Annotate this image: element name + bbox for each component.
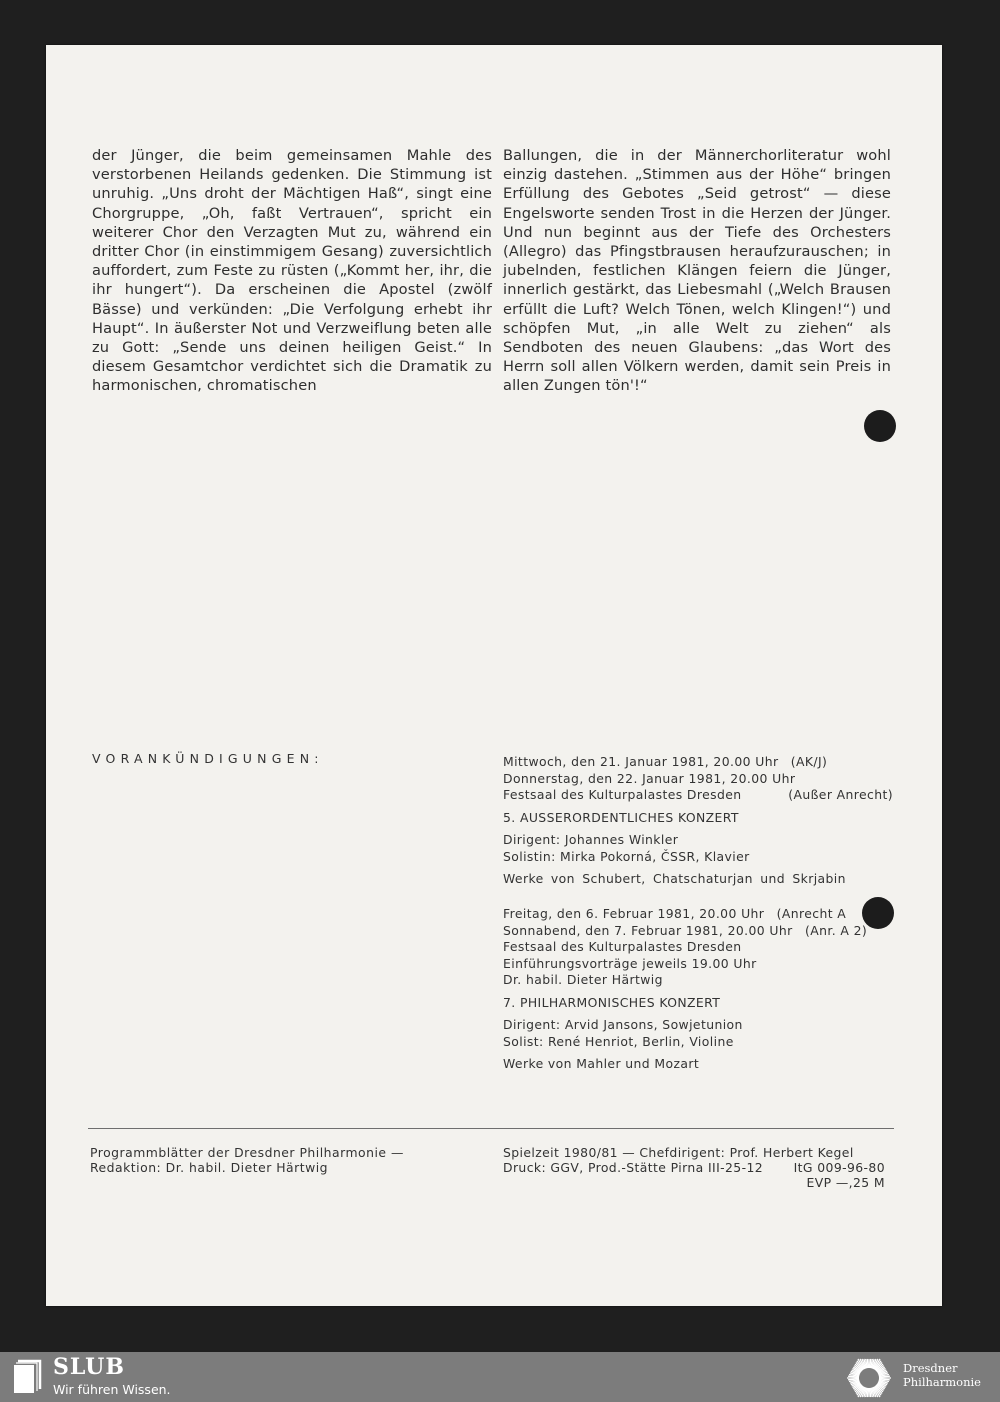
concert2-date2: Sonnabend, den 7. Februar 1981, 20.00 Uhr <box>503 922 793 938</box>
logo-ray <box>867 1359 868 1368</box>
concert2-date1-row <box>503 906 893 923</box>
sunburst-logo-icon[interactable] <box>842 1354 896 1402</box>
punch-hole <box>864 410 896 442</box>
concert1-venue-row <box>503 787 893 804</box>
divider-line <box>88 1128 894 1129</box>
imprint-itg: ItG 009-96-80 <box>793 1160 885 1175</box>
concert1-date1: Mittwoch, den 21. Januar 1981, 20.00 Uhr <box>503 754 779 769</box>
imprint-editor: Redaktion: Dr. habil. Dieter Härtwig <box>90 1160 329 1175</box>
concert1-works: Werke von Schubert, Chatschaturjan und Skrjabin <box>503 871 846 886</box>
footer-band <box>0 1352 1000 1402</box>
philharmonie-line2: Philharmonie <box>903 1375 981 1389</box>
concert2-works: Werke von Mahler und Mozart <box>503 1056 700 1071</box>
concert1-title: 5. AUSSERORDENTLICHES KONZERT <box>503 809 739 825</box>
imprint-left <box>90 1145 404 1175</box>
concert2-date1: Freitag, den 6. Februar 1981, 20.00 Uhr <box>503 906 765 921</box>
concert1-conductor: Dirigent: Johannes Winkler <box>503 832 679 847</box>
slub-tagline: Wir führen Wissen. <box>53 1382 171 1397</box>
book-pages-icon <box>12 1359 42 1395</box>
concert1-date2: Donnerstag, den 22. Januar 1981, 20.00 Uhr <box>503 770 796 786</box>
imprint-season: Spielzeit 1980/81 — Chefdirigent: Prof. Herbert Kegel <box>503 1145 854 1160</box>
concert2-conductor: Dirigent: Arvid Jansons, Sowjetunion <box>503 1017 743 1032</box>
article-left-column <box>92 146 492 396</box>
announcement-concert-1 <box>503 754 893 888</box>
slub-logo-text[interactable]: SLUB <box>53 1354 125 1380</box>
concert2-venue: Festsaal des Kulturpalastes Dresden <box>503 939 742 954</box>
philharmonie-logo-text[interactable] <box>903 1361 981 1389</box>
concert1-venue-note: (Außer Anrecht) <box>788 787 893 802</box>
concert2-lecturer: Dr. habil. Dieter Härtwig <box>503 972 663 987</box>
concert1-venue: Festsaal des Kulturpalastes Dresden <box>503 787 742 802</box>
imprint-print-row <box>503 1160 885 1175</box>
concert2-date1-note: (Anrecht A <box>776 906 847 921</box>
concert1-soloist: Solistin: Mirka Pokorná, ČSSR, Klavier <box>503 848 750 864</box>
article-text-left: der Jünger, die beim gemeinsamen Mahle des verstorbenen Heilands gedenken. Die Stimmung ist unruhig. „Uns droht der Mächtigen Haß“, singt eine Chorgruppe, „Oh, faßt Vertrauen“, spricht ein weiterer Chor den Verzagten Mut zu, während ein dritter Chor (in einstimmigem Gesang) zuversichtlich auffordert, zum Feste zu rüsten („Kommt her, ihr, die ihr hungert“). Da erscheinen die Apostel (zwölf Bässe) und verkünden: „Die Verfolgung erhebt ihr Haupt“. In äußerster Not und Verzweiflung beten alle zu Gott: „Sende uns deinen heiligen Geist.“ In diesem Gesamtchor verdichtet sich die Dramatik zu harmonischen, chromatischen <box>92 147 492 395</box>
concert1-date1-note: (AK/J) <box>790 754 828 769</box>
article-text-right: Ballungen, die in der Männerchorliteratur wohl einzig dastehen. „Stimmen aus der Höhe“ bringen Erfüllung des Gebotes „Seid getrost“ — diese Engelsworte senden Trost in die Herzen der Jünger. Und nun beginnt aus der Tiefe des Orchesters (Allegro) das Pfingstbrausen heraufzurauschen; in jubelnden, festlichen Klängen feiern die Jünger, innerlich gestärkt, das Liebesmahl („Welch Brausen erfüllt die Luft? Welch Tönen, welch Klingen!“) und schöpfen Mut, „in alle Welt zu ziehen“ als Sendboten des neuen Glaubens: „das Wort des Herrn soll allen Völkern werden, damit sein Preis in allen Zungen tön'!“ <box>503 147 891 395</box>
concert2-intro: Einführungsvorträge jeweils 19.00 Uhr <box>503 955 757 971</box>
announcement-concert-2 <box>503 906 893 1073</box>
imprint-right <box>503 1145 885 1190</box>
imprint-publisher: Programmblätter der Dresdner Philharmonie — <box>90 1145 404 1160</box>
imprint-price: EVP —,25 M <box>806 1175 885 1190</box>
imprint-print: Druck: GGV, Prod.-Stätte Pirna III-25-12 <box>503 1160 764 1175</box>
logo-ray <box>870 1388 871 1397</box>
philharmonie-line1: Dresdner <box>903 1361 958 1375</box>
concert1-date1-row <box>503 754 893 771</box>
concert2-date2-note: (Anr. A 2) <box>804 922 868 938</box>
article-right-column <box>503 146 891 396</box>
concert2-title: 7. PHILHARMONISCHES KONZERT <box>503 994 721 1010</box>
announcements-heading: VORANKÜNDIGUNGEN: <box>92 751 324 766</box>
concert2-date2-row <box>503 923 893 940</box>
punch-hole <box>862 897 894 929</box>
concert2-soloist: Solist: René Henriot, Berlin, Violine <box>503 1033 734 1049</box>
